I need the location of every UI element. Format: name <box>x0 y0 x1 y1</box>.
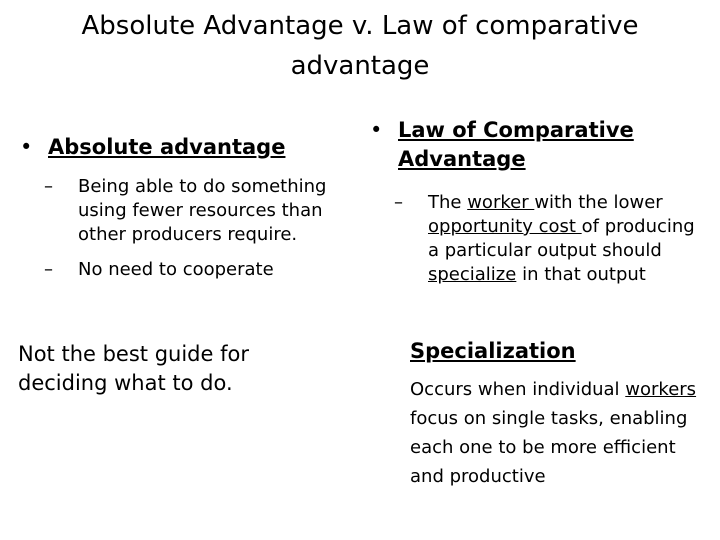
opportunity-cost-term: opportunity cost <box>428 216 582 237</box>
specialization-heading: Specialization <box>410 339 576 363</box>
slide-title: Absolute Advantage v. Law of comparative advantage <box>81 11 639 81</box>
point-text: Being able to do something using fewer resources than other producers require. <box>78 176 327 245</box>
text-fragment: focus on single tasks, enabling each one to be more efficient and productive <box>410 408 688 487</box>
absolute-advantage-note: Not the best guide for deciding what to do. <box>18 342 249 395</box>
specialization-text <box>410 375 700 491</box>
absolute-advantage-heading: Absolute advantage <box>48 135 286 159</box>
absolute-advantage-point <box>44 175 350 247</box>
left-column <box>20 133 350 282</box>
bullet-dot-icon: • <box>20 135 33 159</box>
dash-icon: – <box>44 176 53 197</box>
text-fragment: in that output <box>516 264 646 285</box>
specialize-term: specialize <box>428 264 517 285</box>
text-fragment: with the lower <box>534 192 663 213</box>
comparative-advantage-heading: Law of Comparative Advantage <box>398 118 634 171</box>
worker-term: worker <box>467 192 535 213</box>
text-fragment: The <box>428 192 468 213</box>
point-text: No need to cooperate <box>78 259 274 280</box>
comparative-advantage-point <box>394 191 705 287</box>
point-text <box>428 192 695 285</box>
workers-term: workers <box>625 379 697 400</box>
bullet-dot-icon: • <box>370 118 383 142</box>
dash-icon: – <box>44 259 53 280</box>
text-fragment: of producing a particular output should <box>428 216 695 261</box>
text-fragment: Occurs when individual <box>410 379 626 400</box>
absolute-advantage-point <box>44 258 350 282</box>
right-column <box>370 116 705 287</box>
absolute-advantage-bullet <box>20 133 350 162</box>
comparative-advantage-bullet <box>370 116 705 174</box>
dash-icon: – <box>394 192 403 213</box>
